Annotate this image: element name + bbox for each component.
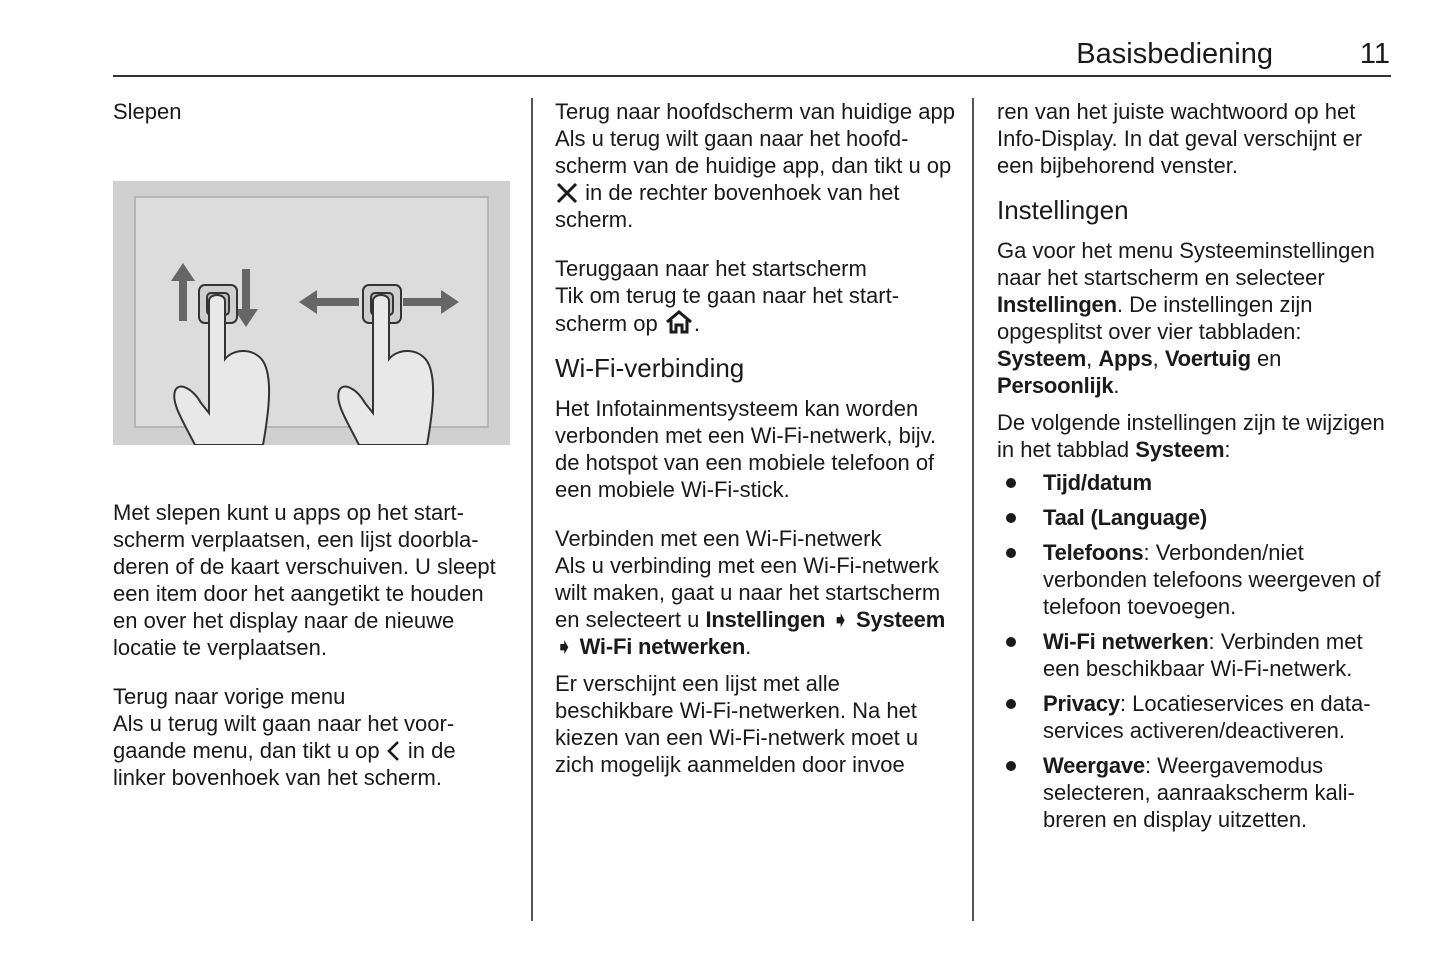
bullet-desc: : Verbinden met een beschikbaar Wi-Fi-netwerk. bbox=[1043, 629, 1363, 681]
column-divider-2 bbox=[972, 98, 974, 921]
subheading-back-prev: Terug naar vorige menu bbox=[113, 684, 346, 709]
heading-wifi: Wi-Fi-verbinding bbox=[555, 353, 745, 383]
bullet-dot bbox=[1006, 548, 1016, 558]
para-change bbox=[997, 409, 1397, 463]
tab-name-voertuig: Voertuig bbox=[1164, 346, 1251, 371]
path-instellingen: Instellingen bbox=[705, 607, 826, 632]
period: . bbox=[1113, 373, 1120, 398]
subheading-home: Teruggaan naar het startscherm bbox=[555, 256, 867, 281]
text-settings-a: Ga voor het menu Systeeminstellingen naar het startscherm en selecteer bbox=[997, 238, 1375, 290]
bullet-dot bbox=[1006, 699, 1016, 709]
para-continued: ren van het juiste wachtwoord op het Info-Display. In dat geval verschijnt er een bijbehorend venster. bbox=[997, 99, 1363, 178]
path-arrow-1: ➧ bbox=[831, 607, 850, 632]
text-back-prev-b: in de linker bovenhoek van het scherm. bbox=[113, 738, 456, 790]
bullet-term: Weergave bbox=[1043, 753, 1145, 778]
bullet-desc: : Verbonden/niet verbonden telefoons weergeven of telefoon toevoegen. bbox=[1043, 540, 1381, 619]
header-rule bbox=[113, 75, 1391, 77]
list-item bbox=[997, 469, 1397, 496]
list-item bbox=[997, 504, 1397, 531]
word-en: en bbox=[1256, 346, 1282, 371]
path-arrow-2: ➧ bbox=[555, 634, 574, 659]
text-connect-end: . bbox=[745, 634, 752, 659]
close-x-icon bbox=[555, 182, 579, 204]
text-home-b: . bbox=[693, 311, 700, 336]
drag-gesture-illustration bbox=[113, 181, 510, 445]
subheading-main-app: Terug naar hoofdscherm van huidige app bbox=[555, 99, 955, 124]
path-systeem: Systeem bbox=[855, 607, 946, 632]
tab-name-persoonlijk: Persoonlijk bbox=[997, 373, 1114, 398]
column-2 bbox=[555, 98, 955, 778]
bullet-dot bbox=[1006, 761, 1016, 771]
tab-name-systeem: Systeem bbox=[997, 346, 1087, 371]
term-systeem: Systeem bbox=[1135, 437, 1225, 462]
bullet-desc: : Locatieservices en dataservices activeren/deactiveren. bbox=[1043, 691, 1371, 743]
bullet-desc: : Weergavemodus selecteren, aanraakscherm kalibreren en display uitzetten. bbox=[1043, 753, 1355, 832]
para-settings bbox=[997, 237, 1397, 399]
text-main-app-a: Als u terug wilt gaan naar het hoofdscherm van de huidige app, dan tikt u op bbox=[555, 126, 952, 178]
bullet-dot bbox=[1006, 637, 1016, 647]
text-main-app-b: in de rechter bovenhoek van het scherm. bbox=[555, 180, 900, 232]
column-1 bbox=[113, 98, 513, 791]
para-home bbox=[555, 282, 955, 337]
comma-2: , bbox=[1152, 346, 1159, 371]
settings-bullet-list bbox=[997, 469, 1397, 833]
list-item bbox=[997, 690, 1397, 744]
colon: : bbox=[1224, 437, 1231, 462]
home-icon bbox=[664, 309, 694, 335]
bullet-term: Tijd/datum bbox=[1043, 470, 1152, 495]
para-connect bbox=[555, 552, 955, 660]
list-item bbox=[997, 752, 1397, 833]
text-change-a: De volgende instellingen zijn te wijzigen in het tabblad bbox=[997, 410, 1385, 462]
text-home-a: Tik om terug te gaan naar het startscherm op bbox=[555, 283, 900, 336]
bullet-dot bbox=[1006, 478, 1016, 488]
column-divider-1 bbox=[531, 98, 533, 921]
bullet-term: Wi-Fi netwerken bbox=[1043, 629, 1209, 654]
column-3 bbox=[997, 98, 1397, 841]
para-wifi: Het Infotainmentsysteem kan worden verbonden met een Wi-Fi-netwerk, bijv. de hotspot van een mobiele telefoon of een mobiele Wi-Fi-stick. bbox=[555, 396, 937, 502]
path-wifi-netwerken: Wi-Fi netwerken bbox=[579, 634, 746, 659]
heading-instellingen: Instellingen bbox=[997, 195, 1129, 225]
text-connect-a: Als u verbinding met een Wi-Fi-netwerk wilt maken, gaat u naar het startscherm en selecteert u bbox=[555, 553, 941, 632]
bullet-term: Privacy bbox=[1043, 691, 1120, 716]
para-main-app bbox=[555, 125, 955, 233]
bullet-term: Telefoons bbox=[1043, 540, 1144, 565]
tab-name-apps: Apps bbox=[1098, 346, 1153, 371]
bullet-term: Taal (Language) bbox=[1043, 505, 1208, 530]
page-number: 11 bbox=[1359, 38, 1390, 70]
para-slepen: Met slepen kunt u apps op het startscherm verplaatsen, een lijst doorbladeren of de kaart verschuiven. U sleept een item door het aangetikt te houden en over het display naar de nieuwe locatie te verplaatsen. bbox=[113, 500, 496, 660]
text-settings-b: . De instellingen zijn opgesplitst over vier tabbladen: bbox=[997, 292, 1313, 344]
para-network-list: Er verschijnt een lijst met alle beschikbare Wi-Fi-netwerken. Na het kiezen van een Wi-Fi-netwerk moet u zich mogelijk aanmelden door invoe bbox=[555, 671, 919, 777]
comma-1: , bbox=[1086, 346, 1093, 371]
term-instellingen: Instellingen bbox=[997, 292, 1117, 317]
chevron-left-icon bbox=[386, 740, 402, 762]
subheading-connect: Verbinden met een Wi-Fi-netwerk bbox=[555, 526, 882, 551]
list-item bbox=[997, 628, 1397, 682]
para-back-prev bbox=[113, 710, 513, 791]
bullet-dot bbox=[1006, 513, 1016, 523]
list-item bbox=[997, 539, 1397, 620]
heading-slepen: Slepen bbox=[113, 99, 182, 124]
text-back-prev-a: Als u terug wilt gaan naar het voorgaande menu, dan tikt u op bbox=[113, 711, 455, 763]
page-header-title: Basisbediening bbox=[1076, 38, 1273, 70]
